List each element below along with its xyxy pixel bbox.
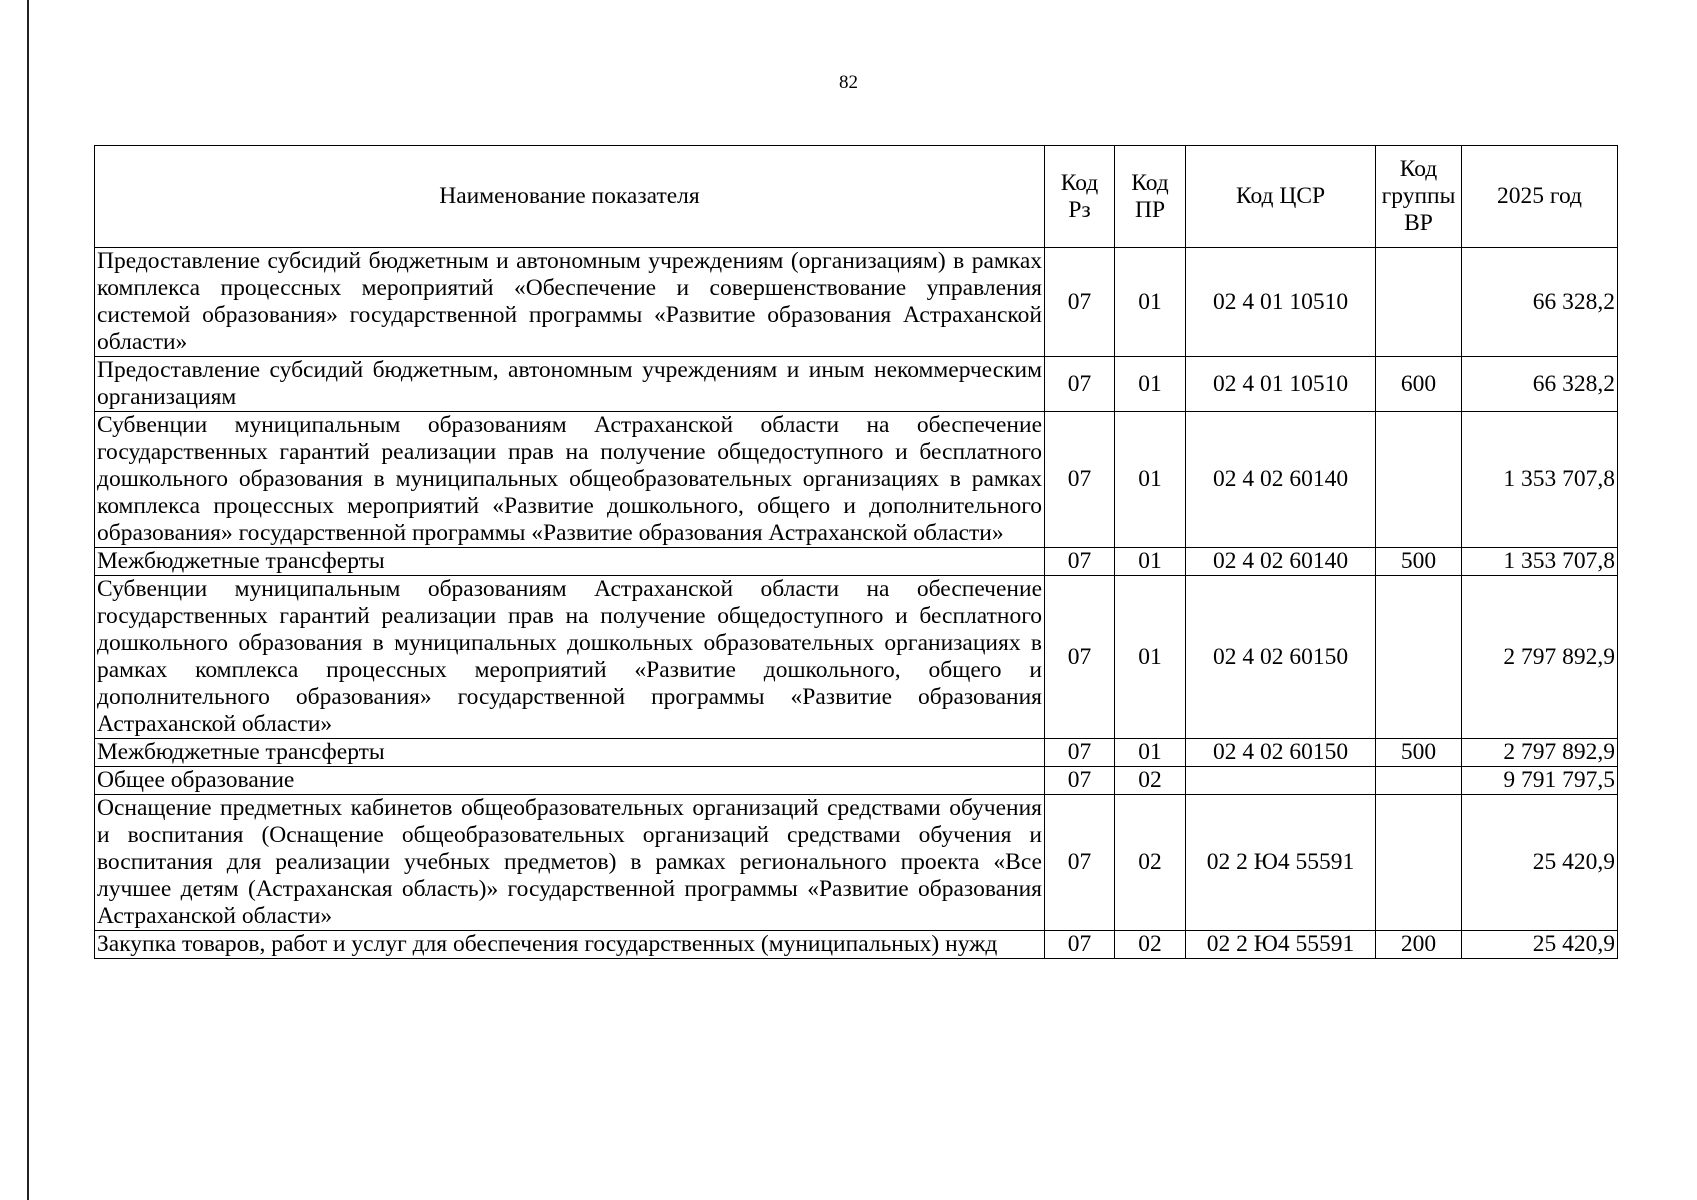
row-name: Предоставление субсидий бюджетным и автономным учреждениям (организациям) в рамках комплекса процессных мероприятий «Обеспечение и совершенствование управления системой образования» государственной программы «Развитие образования Астраханской области»	[95, 248, 1045, 357]
row-rz: 07	[1045, 548, 1115, 576]
row-csr: 02 4 02 60150	[1186, 576, 1376, 739]
row-amount: 2 797 892,9	[1462, 739, 1618, 767]
page-left-edge-line	[27, 0, 29, 1200]
row-pr: 02	[1115, 931, 1186, 959]
row-name: Субвенции муниципальным образованиям Астраханской области на обеспечение государственных гарантий реализации прав на получение общедоступного и бесплатного дошкольного образования в муниципальных дошкольных образовательных организациях в рамках комплекса процессных мероприятий «Развитие дошкольного, общего и дополнительного образования» государственной программы «Развитие образования Астраханской области»	[95, 576, 1045, 739]
row-vr: 500	[1376, 548, 1462, 576]
row-csr: 02 4 01 10510	[1186, 357, 1376, 412]
header-rz: Код Рз	[1045, 146, 1115, 248]
row-vr: 600	[1376, 357, 1462, 412]
row-rz: 07	[1045, 357, 1115, 412]
row-vr	[1376, 795, 1462, 931]
table-row	[95, 767, 1618, 795]
row-name: Предоставление субсидий бюджетным, автономным учреждениям и иным некоммерческим организациям	[95, 357, 1045, 412]
row-rz: 07	[1045, 931, 1115, 959]
row-rz: 07	[1045, 739, 1115, 767]
row-csr: 02 4 01 10510	[1186, 248, 1376, 357]
table-row	[95, 357, 1618, 412]
table-body	[95, 248, 1618, 959]
row-rz: 07	[1045, 248, 1115, 357]
row-vr: 500	[1376, 739, 1462, 767]
row-rz: 07	[1045, 767, 1115, 795]
row-csr: 02 2 Ю4 55591	[1186, 795, 1376, 931]
row-pr: 01	[1115, 739, 1186, 767]
row-pr: 01	[1115, 576, 1186, 739]
header-pr: Код ПР	[1115, 146, 1186, 248]
row-vr: 200	[1376, 931, 1462, 959]
page-number: 82	[839, 72, 858, 93]
row-csr	[1186, 767, 1376, 795]
table-row	[95, 548, 1618, 576]
row-csr: 02 4 02 60150	[1186, 739, 1376, 767]
row-name: Оснащение предметных кабинетов общеобразовательных организаций средствами обучения и воспитания (Оснащение общеобразовательных организаций средствами обучения и воспитания для реализации учебных предметов) в рамках регионального проекта «Все лучшее детям (Астраханская область)» государственной программы «Развитие образования Астраханской области»	[95, 795, 1045, 931]
table-row	[95, 931, 1618, 959]
row-pr: 01	[1115, 248, 1186, 357]
row-vr	[1376, 248, 1462, 357]
header-vr: Код группы ВР	[1376, 146, 1462, 248]
table-row	[95, 248, 1618, 357]
header-year: 2025 год	[1462, 146, 1618, 248]
row-amount: 25 420,9	[1462, 795, 1618, 931]
row-csr: 02 2 Ю4 55591	[1186, 931, 1376, 959]
budget-table	[94, 145, 1618, 959]
table-row	[95, 412, 1618, 548]
row-amount: 1 353 707,8	[1462, 548, 1618, 576]
row-name: Межбюджетные трансферты	[95, 739, 1045, 767]
row-vr	[1376, 576, 1462, 739]
row-csr: 02 4 02 60140	[1186, 412, 1376, 548]
row-name: Общее образование	[95, 767, 1045, 795]
row-amount: 1 353 707,8	[1462, 412, 1618, 548]
table-header	[95, 146, 1618, 248]
row-pr: 02	[1115, 767, 1186, 795]
table-row	[95, 576, 1618, 739]
row-name: Субвенции муниципальным образованиям Астраханской области на обеспечение государственных гарантий реализации прав на получение общедоступного и бесплатного дошкольного образования в муниципальных общеобразовательных организациях в рамках комплекса процессных мероприятий «Развитие дошкольного, общего и дополнительного образования» государственной программы «Развитие образования Астраханской области»	[95, 412, 1045, 548]
table-row	[95, 795, 1618, 931]
row-amount: 66 328,2	[1462, 357, 1618, 412]
row-rz: 07	[1045, 795, 1115, 931]
header-row	[95, 146, 1618, 248]
row-rz: 07	[1045, 412, 1115, 548]
row-pr: 01	[1115, 357, 1186, 412]
row-name: Закупка товаров, работ и услуг для обеспечения государственных (муниципальных) нужд	[95, 931, 1045, 959]
row-name: Межбюджетные трансферты	[95, 548, 1045, 576]
table-row	[95, 739, 1618, 767]
row-amount: 66 328,2	[1462, 248, 1618, 357]
row-csr: 02 4 02 60140	[1186, 548, 1376, 576]
row-pr: 02	[1115, 795, 1186, 931]
row-amount: 9 791 797,5	[1462, 767, 1618, 795]
row-amount: 25 420,9	[1462, 931, 1618, 959]
header-csr: Код ЦСР	[1186, 146, 1376, 248]
header-name: Наименование показателя	[95, 146, 1045, 248]
row-pr: 01	[1115, 548, 1186, 576]
row-vr	[1376, 412, 1462, 548]
row-vr	[1376, 767, 1462, 795]
row-pr: 01	[1115, 412, 1186, 548]
row-amount: 2 797 892,9	[1462, 576, 1618, 739]
row-rz: 07	[1045, 576, 1115, 739]
